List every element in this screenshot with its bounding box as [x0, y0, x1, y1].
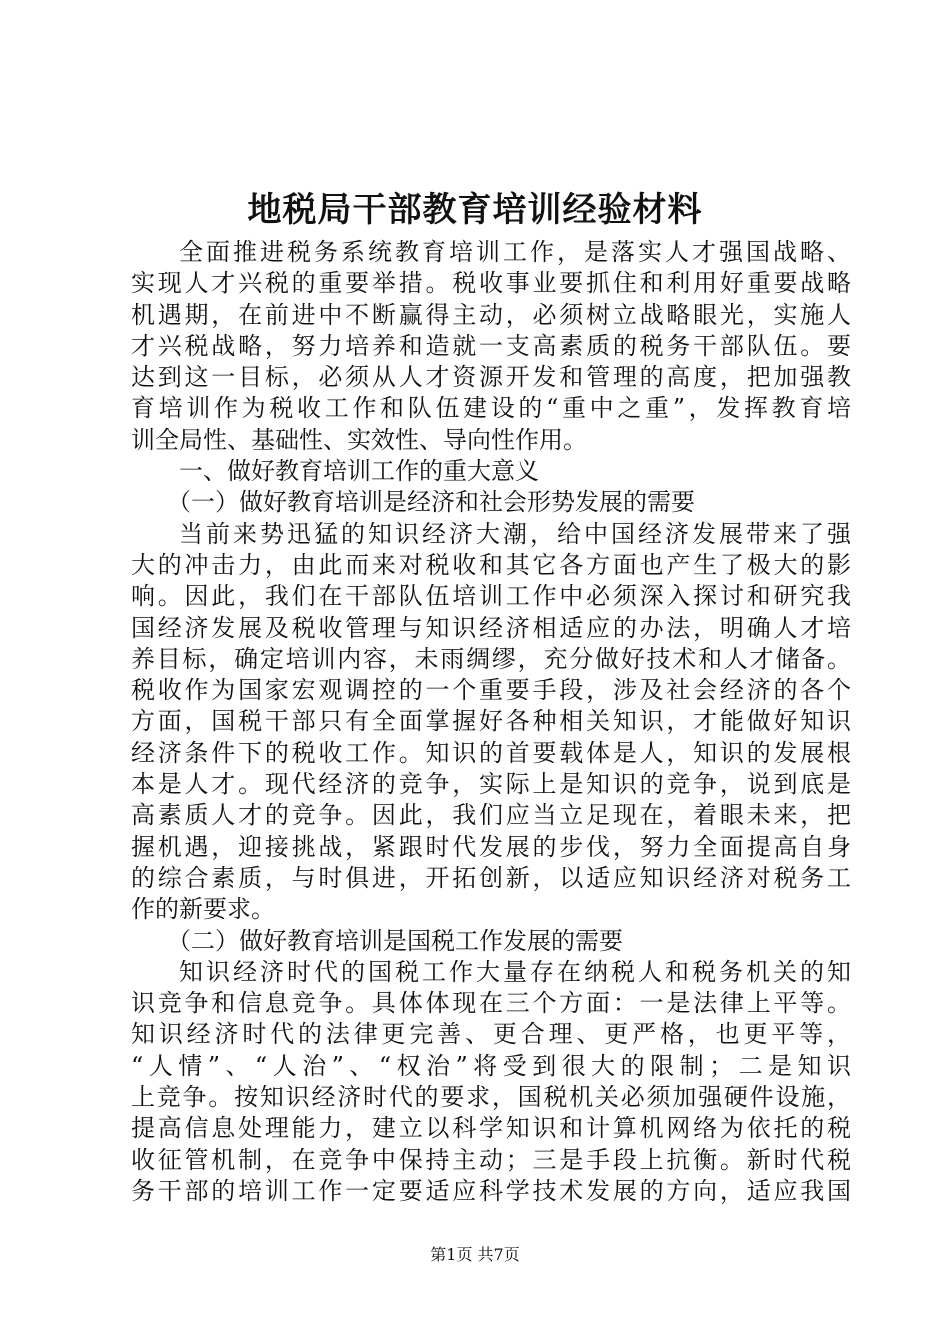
text-line: 识竞争和信息竞争。具体体现在三个方面：一是法律上平等。: [131, 989, 851, 1018]
text-line: 当前来势迅猛的知识经济大潮，给中国经济发展带来了强: [179, 519, 851, 548]
text-line: 养目标，确定培训内容，未雨绸缪，充分做好技术和人才储备。: [131, 644, 851, 673]
text-line: “人情”、“人治”、“权治”将受到很大的限制；二是知识: [131, 1051, 851, 1080]
text-line: 达到这一目标，必须从人才资源开发和管理的高度，把加强教: [131, 363, 851, 392]
document-title: 地税局干部教育培训经验材料: [247, 190, 703, 230]
text-line: 全面推进税务系统教育培训工作，是落实人才强国战略、: [179, 238, 851, 266]
text-line: 机遇期，在前进中不断赢得主动，必须树立战略眼光，实施人: [131, 300, 851, 329]
text-line: 实现人才兴税的重要举措。税收事业要抓住和利用好重要战略: [131, 269, 851, 298]
text-line: 知识经济时代的法律更完善、更合理、更严格，也更平等，: [131, 1020, 851, 1049]
text-line: 收征管机制，在竞争中保持主动；三是手段上抗衡。新时代税: [131, 1145, 851, 1174]
text-line: 握机遇，迎接挑战，紧跟时代发展的步伐，努力全面提高自身: [131, 832, 851, 861]
text-line: 响。因此，我们在干部队伍培训工作中必须深入探讨和研究我: [131, 582, 851, 611]
text-line: 上竞争。按知识经济时代的要求，国税机关必须加强硬件设施，: [131, 1083, 851, 1112]
text-line: 提高信息处理能力，建立以科学知识和计算机网络为依托的税: [131, 1114, 851, 1143]
page-number-footer: 第1页 共7页: [430, 1245, 520, 1264]
subsection-heading: （一）做好教育培训是经济和社会形势发展的需要: [167, 488, 695, 517]
text-line: 经济条件下的税收工作。知识的首要载体是人，知识的发展根: [131, 738, 851, 767]
text-line: 高素质人才的竞争。因此，我们应当立足现在，着眼未来，把: [131, 801, 851, 830]
text-line: 作的新要求。: [131, 895, 275, 924]
text-line: 的综合素质，与时俱进，开拓创新，以适应知识经济对税务工: [131, 863, 851, 892]
text-line: 训全局性、基础性、实效性、导向性作用。: [131, 425, 587, 454]
section-heading: 一、做好教育培训工作的重大意义: [179, 457, 539, 486]
text-line: 本是人才。现代经济的竞争，实际上是知识的竞争，说到底是: [131, 770, 851, 799]
text-line: 国经济发展及税收管理与知识经济相适应的办法，明确人才培: [131, 613, 851, 642]
text-line: 税收作为国家宏观调控的一个重要手段，涉及社会经济的各个: [131, 676, 851, 705]
subsection-heading: （二）做好教育培训是国税工作发展的需要: [167, 926, 623, 955]
text-line: 才兴税战略，努力培养和造就一支高素质的税务干部队伍。要: [131, 331, 851, 360]
document-body: [131, 237, 851, 1207]
text-line: 大的冲击力，由此而来对税收和其它各方面也产生了极大的影: [131, 550, 851, 579]
text-line: 育培训作为税收工作和队伍建设的“重中之重”，发挥教育培: [131, 394, 851, 423]
text-line: 方面，国税干部只有全面掌握好各种相关知识，才能做好知识: [131, 707, 851, 736]
text-line: 务干部的培训工作一定要适应科学技术发展的方向，适应我国: [131, 1176, 851, 1205]
text-line: 知识经济时代的国税工作大量存在纳税人和税务机关的知: [179, 957, 851, 986]
